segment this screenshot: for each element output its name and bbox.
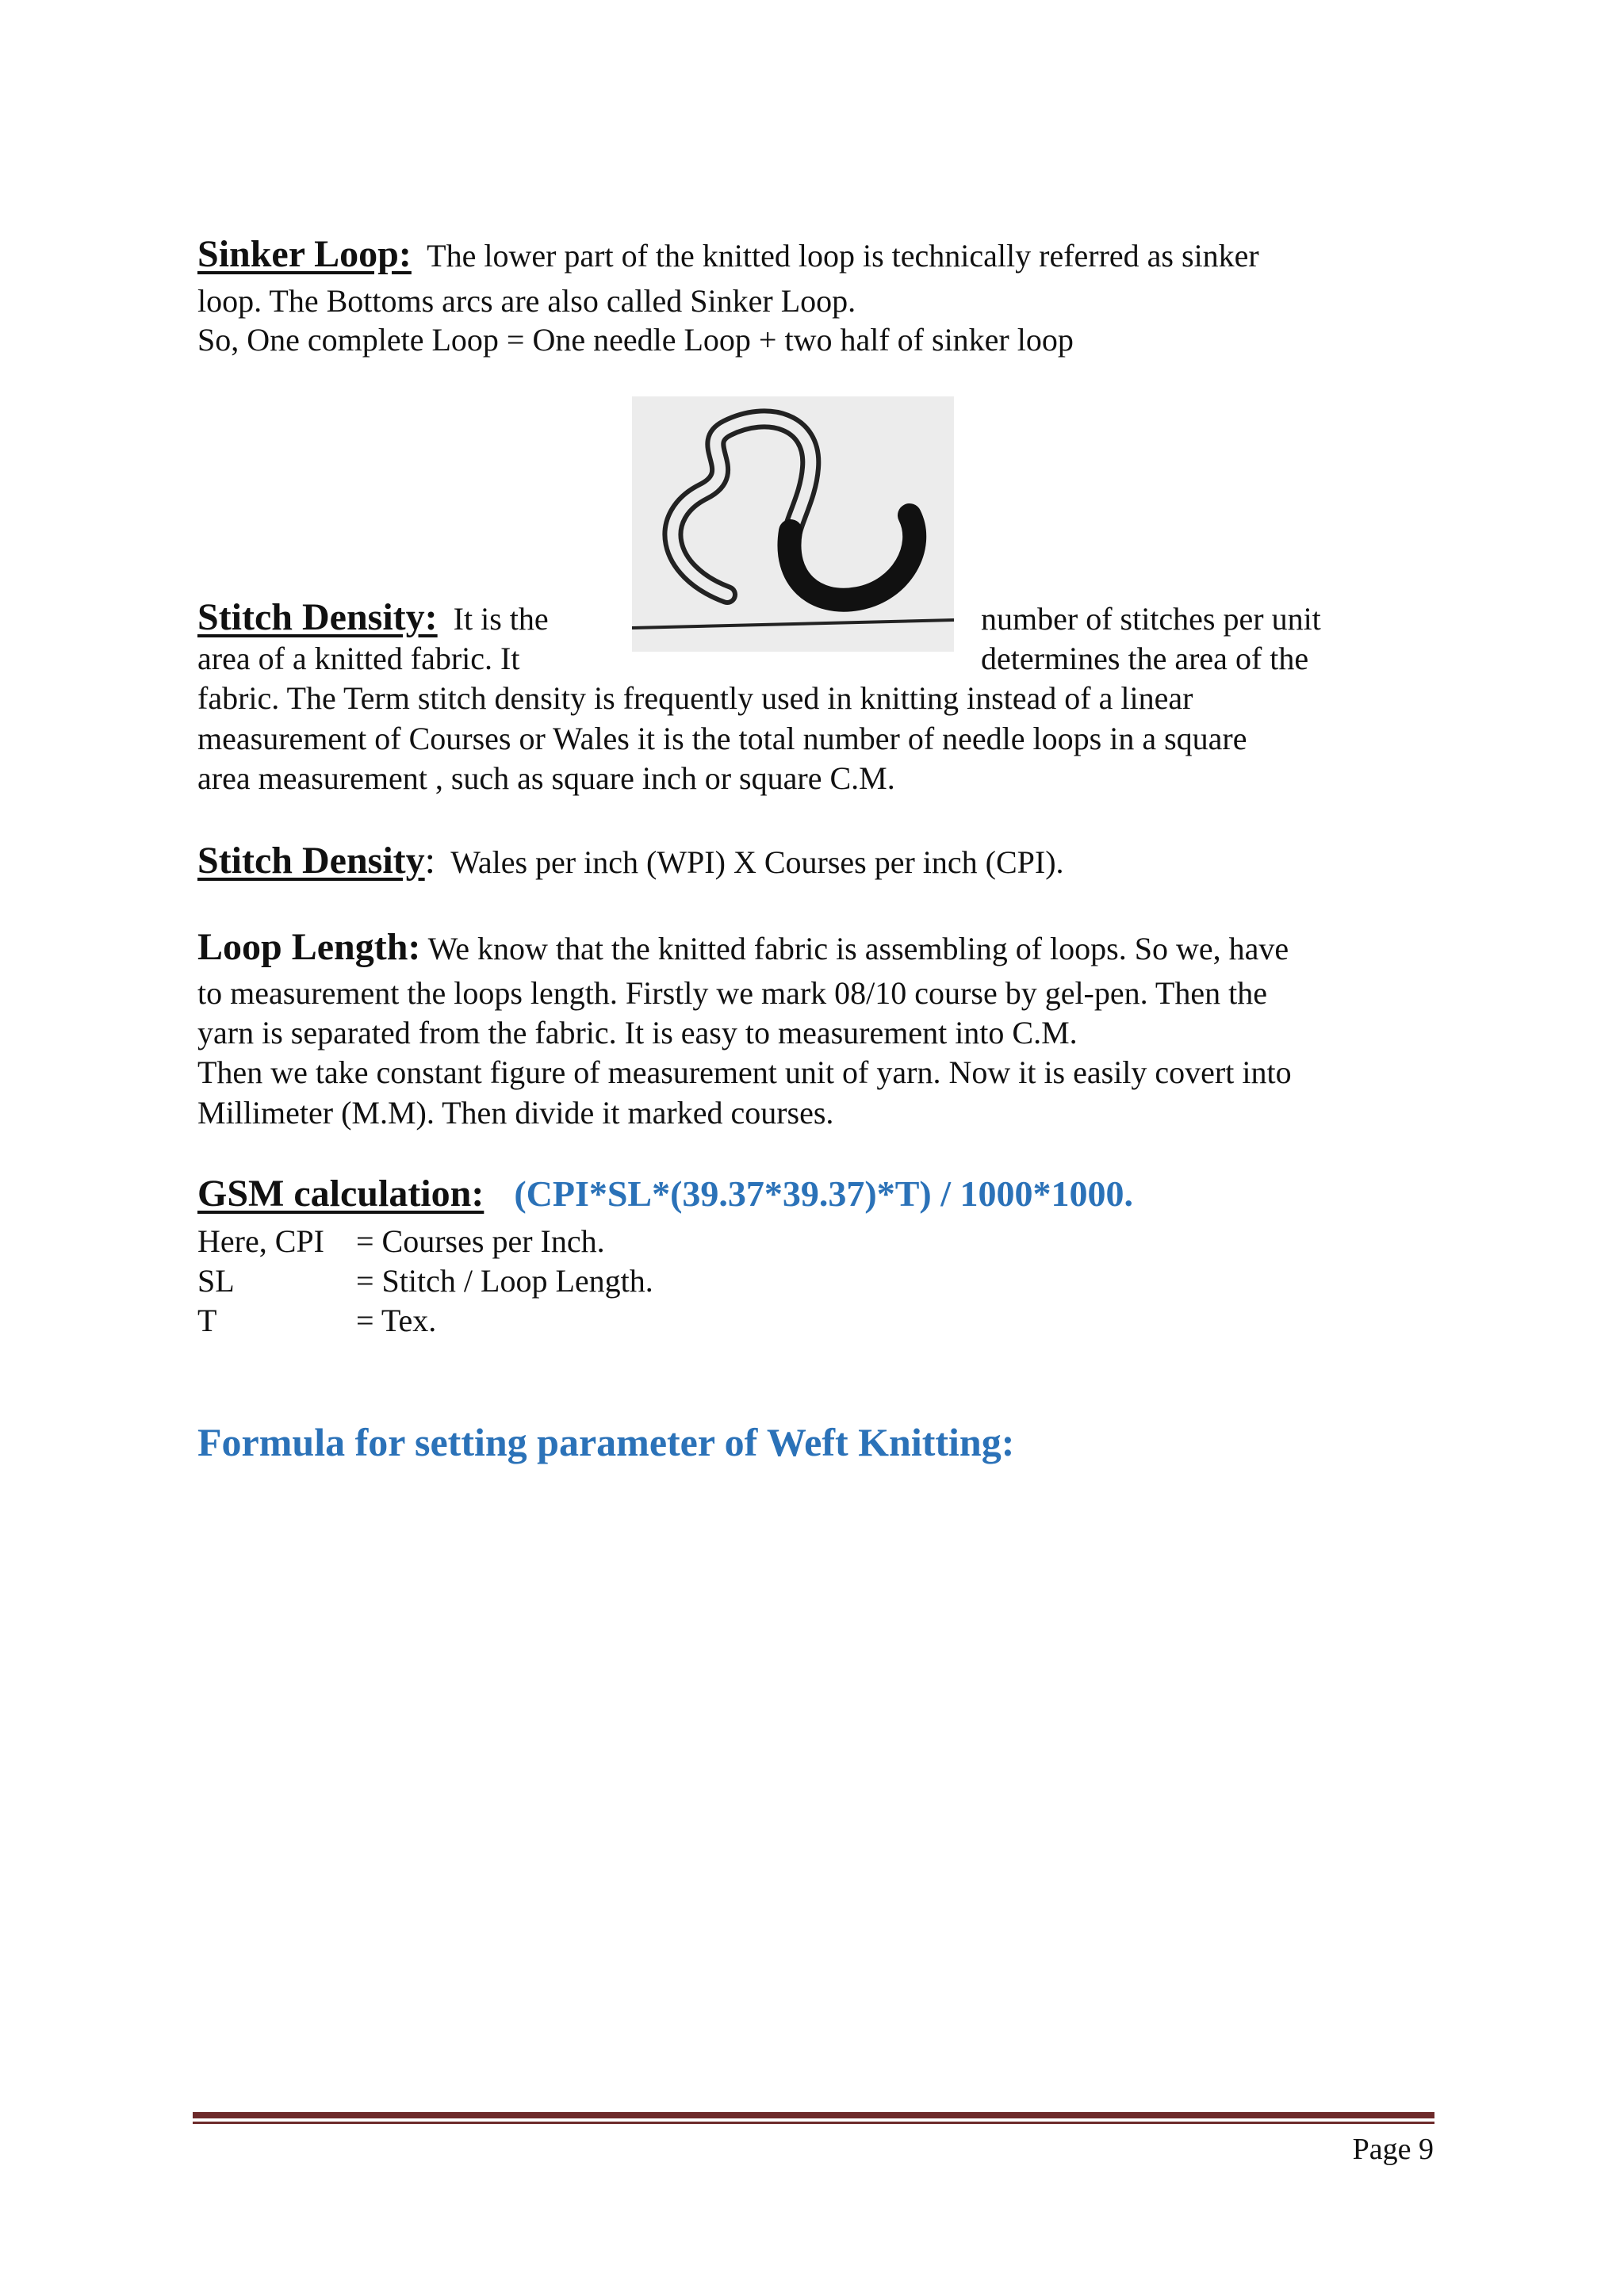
- stitch-density-text-3: fabric. The Term stitch density is frequently used in knitting instead of a linear: [197, 680, 1193, 716]
- loop-length-text-3: yarn is separated from the fabric. It is easy to measurement into C.M.: [197, 1015, 1078, 1050]
- loop-length-text-5: Millimeter (M.M). Then divide it marked courses.: [197, 1095, 834, 1131]
- stitch-density-text-5: area measurement , such as square inch or square C.M.: [197, 760, 895, 796]
- sinker-loop-text-2: loop. The Bottoms arcs are also called Sinker Loop.: [197, 283, 856, 319]
- gsm-def-row: [197, 1261, 653, 1301]
- gsm-def-row: [197, 1301, 436, 1341]
- stitch-density-text-left-2: area of a knitted fabric. It: [197, 641, 520, 676]
- gsm-def-row: [197, 1222, 605, 1261]
- knitted-loop-diagram-icon: [632, 396, 954, 652]
- stitch-density-line-1-left: [197, 598, 549, 639]
- sinker-loop-text-1: The lower part of the knitted loop is technically referred as sinker: [427, 238, 1259, 274]
- loop-length-text-1: We know that the knitted fabric is assembling of loops. So we, have: [427, 931, 1289, 966]
- gsm-def-value: = Courses per Inch.: [356, 1223, 605, 1259]
- stitch-density-text-4: measurement of Courses or Wales it is the total number of needle loops in a square: [197, 721, 1247, 756]
- sinker-loop-heading: Sinker Loop:: [197, 233, 412, 275]
- gsm-heading: GSM calculation:: [197, 1173, 485, 1215]
- stitch-density-text-right-2: determines the area of the: [981, 641, 1309, 676]
- gsm-def-key: Here, CPI: [197, 1223, 324, 1259]
- loop-length-line-1: [197, 928, 1289, 969]
- gsm-formula: (CPI*SL*(39.37*39.37)*T) / 1000*1000.: [514, 1173, 1134, 1214]
- footer-rule-thin: [193, 2122, 1434, 2124]
- sinker-loop-line-1: [197, 235, 1259, 276]
- loop-length-text-2: to measurement the loops length. Firstly we mark 08/10 course by gel-pen. Then the: [197, 975, 1267, 1011]
- knitted-loop-figure: [632, 396, 954, 652]
- gsm-def-value: = Stitch / Loop Length.: [356, 1263, 653, 1299]
- stitch-density-heading-2: Stitch Density: [197, 840, 425, 882]
- loop-length-heading: Loop Length:: [197, 926, 421, 968]
- page-number: Page 9: [1352, 2133, 1434, 2166]
- stitch-density-text-right-1: number of stitches per unit: [981, 601, 1321, 637]
- gsm-line: [197, 1174, 1133, 1215]
- loop-length-text-4: Then we take constant figure of measurement unit of yarn. Now it is easily covert into: [197, 1054, 1292, 1090]
- gsm-def-value: = Tex.: [356, 1303, 437, 1338]
- stitch-density-formula-text: Wales per inch (WPI) X Courses per inch (CPI).: [450, 844, 1064, 880]
- sinker-loop-text-3: So, One complete Loop = One needle Loop + two half of sinker loop: [197, 322, 1074, 358]
- footer-rule: [193, 2112, 1434, 2118]
- stitch-density-text-left-1: It is the: [453, 601, 549, 637]
- formula-section-title: Formula for setting parameter of Weft Knitting:: [197, 1420, 1015, 1464]
- stitch-density-colon: :: [424, 840, 436, 882]
- stitch-density-formula-line: [197, 841, 1064, 882]
- stitch-density-heading: Stitch Density:: [197, 596, 438, 638]
- gsm-def-key: T: [197, 1303, 217, 1338]
- gsm-def-key: SL: [197, 1263, 235, 1299]
